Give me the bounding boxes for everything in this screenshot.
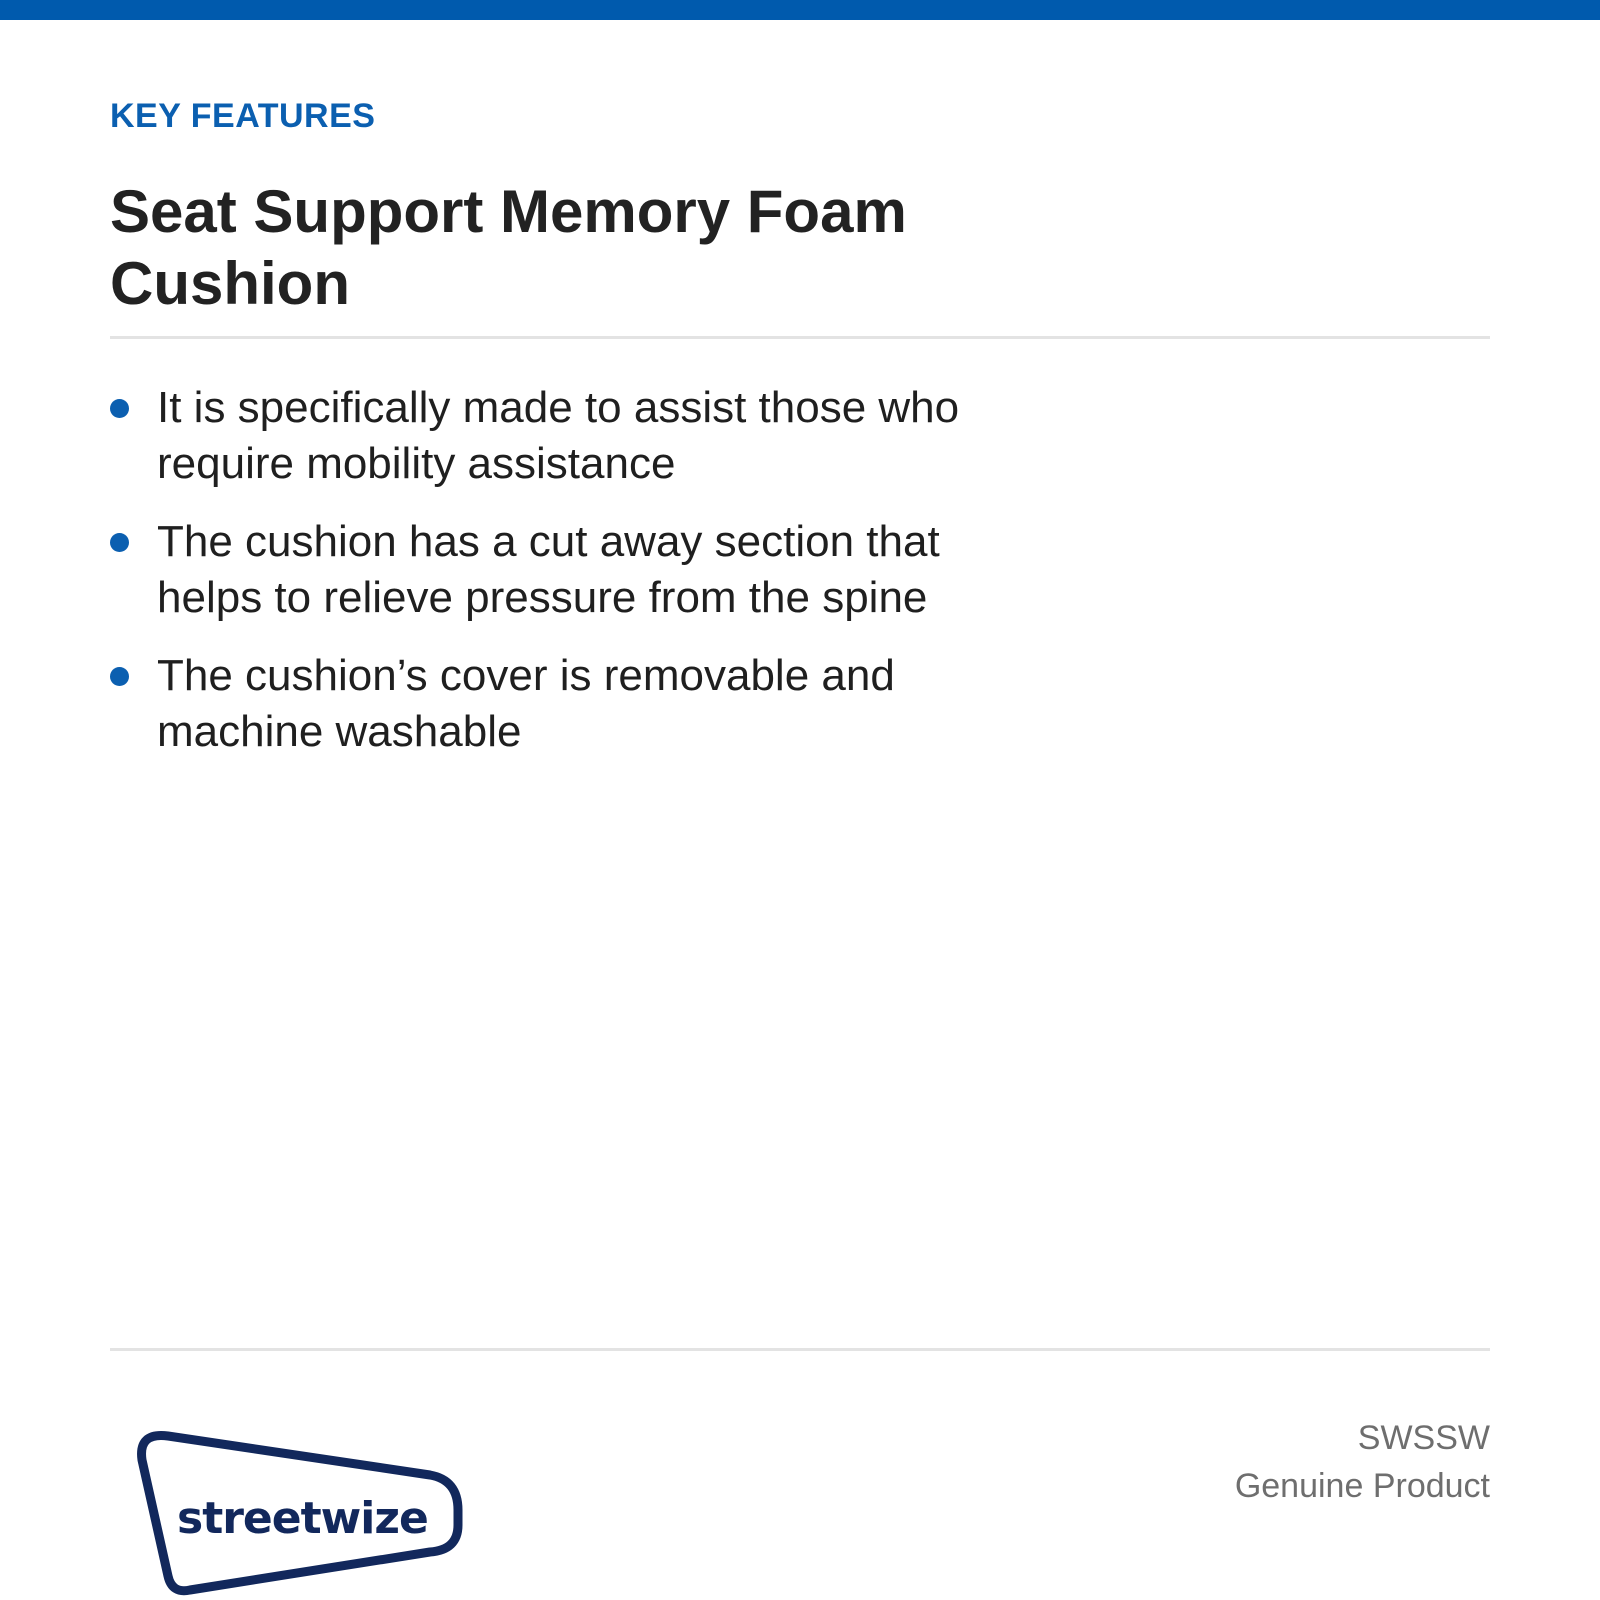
genuine-product-label: Genuine Product	[1234, 1467, 1490, 1505]
bottom-divider	[110, 1348, 1490, 1351]
bullet-dot-icon	[110, 399, 129, 418]
bullet-dot-icon	[110, 667, 129, 686]
streetwize-logo	[130, 1430, 470, 1600]
page-title: Seat Support Memory Foam Cushion	[110, 178, 907, 317]
top-divider	[110, 336, 1490, 339]
feature-item	[110, 380, 1010, 492]
feature-text: The cushion has a cut away section that helps to relieve pressure from the spine	[157, 517, 940, 622]
feature-list	[110, 380, 1010, 782]
bullet-dot-icon	[110, 533, 129, 552]
feature-text: It is specifically made to assist those who require mobility assistance	[157, 383, 960, 488]
section-eyebrow: KEY FEATURES	[110, 97, 376, 135]
top-accent-bar	[0, 0, 1600, 20]
product-code: SWSSW	[1357, 1419, 1490, 1457]
logo-wordmark: streetwize	[177, 1493, 428, 1544]
feature-text: The cushion’s cover is removable and machine washable	[157, 651, 895, 756]
feature-item	[110, 514, 1010, 626]
feature-item	[110, 648, 1010, 760]
